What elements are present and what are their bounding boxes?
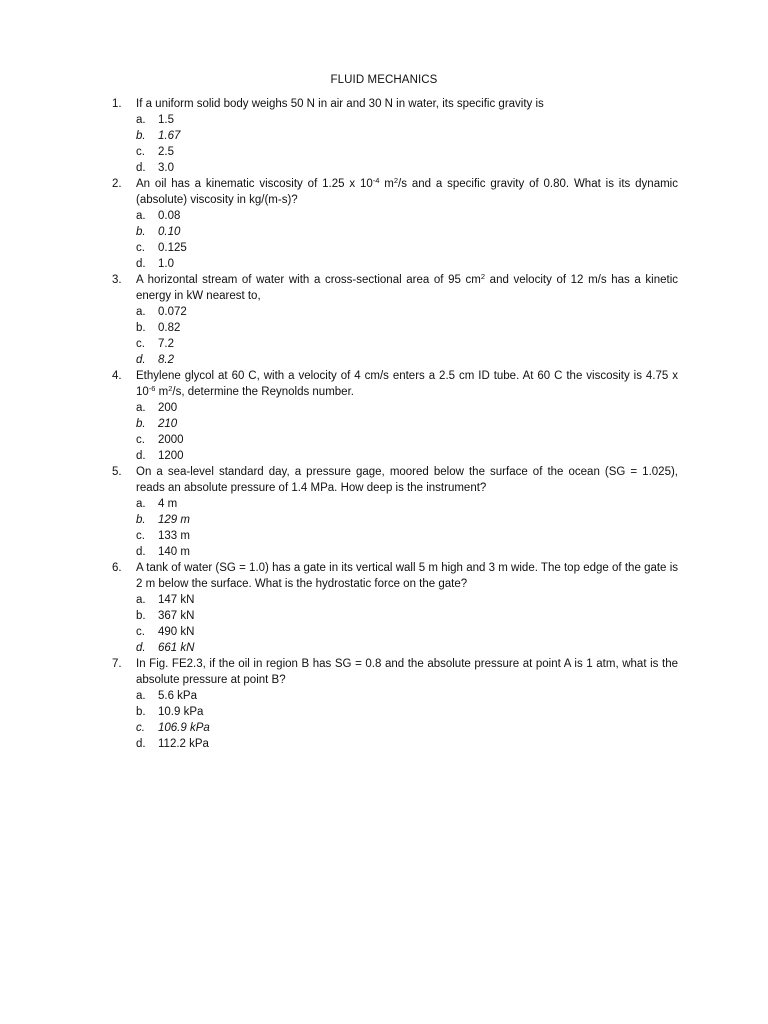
option-letter: a. [136,306,146,318]
option [136,256,678,272]
question-text-segment: In Fig. FE2.3, if the oil in region B has SG = 0.8 and the absolute pressure at point A is 1 atm, what is the absolute pressure at point B? [136,658,678,686]
question-number: 5. [112,466,122,478]
option-letter: a. [136,690,146,702]
option-value: 200 [158,402,178,414]
option-letter: a. [136,402,146,414]
option-list [136,688,678,752]
option-value: 1.5 [158,114,174,126]
option-letter: b. [136,418,146,430]
option-list [136,304,678,368]
option-letter: d. [136,354,146,366]
option-letter: d. [136,258,146,270]
question-text [136,176,678,208]
question-text-segment: A horizontal stream of water with a cross-sectional area of 95 cm [136,274,481,286]
option-letter: b. [136,322,146,334]
option-value: 0.072 [158,306,187,318]
option-list [136,112,678,176]
question-item [112,464,678,560]
option-value: 490 kN [158,626,195,638]
question-text-segment: and velocity of 12 m/s has a kinetic energy in kW nearest to, [136,274,678,302]
option-value: 0.82 [158,322,181,334]
option-list [136,592,678,656]
option [136,608,678,624]
option-letter: d. [136,642,146,654]
option-value: 367 kN [158,610,195,622]
option [136,432,678,448]
option-letter: a. [136,114,146,126]
option [136,320,678,336]
option-value: 2.5 [158,146,174,158]
option-value: 1200 [158,450,184,462]
answer-option [136,224,678,240]
option-letter: c. [136,338,145,350]
option-value: 3.0 [158,162,174,174]
answer-option [136,640,678,656]
question-superscript: 2 [480,272,486,281]
option-value: 0.125 [158,242,187,254]
question-text-segment: A tank of water (SG = 1.0) has a gate in its vertical wall 5 m high and 3 m wide. The top edge of the gate is 2 m below the surface. What is the hydrostatic force on the gate? [136,562,678,590]
question-text [136,656,678,688]
question-text-segment: On a sea-level standard day, a pressure gage, moored below the surface of the ocean (SG = 1.025), reads an absolute pressure of 1.4 MPa. How deep is the instrument? [136,466,678,494]
question-item [112,272,678,368]
question-item [112,656,678,752]
option-list [136,208,678,272]
option [136,688,678,704]
option [136,496,678,512]
option-letter: b. [136,226,146,238]
answer-option [136,352,678,368]
option-value: 0.10 [158,226,181,238]
option-letter: a. [136,498,146,510]
option-value: 2000 [158,434,184,446]
option-letter: b. [136,706,146,718]
question-superscript: -4 [372,176,380,185]
question-text-segment: m [155,386,169,398]
question-text-segment: /s, determine the Reynolds number. [172,386,354,398]
answer-option [136,128,678,144]
option-value: 661 kN [158,642,195,654]
option-letter: d. [136,738,146,750]
question-superscript: 2 [393,176,399,185]
option-letter: c. [136,434,145,446]
option [136,240,678,256]
question-text-segment: Ethylene glycol at 60 C, with a velocity of 4 cm/s enters a 2.5 cm ID tube. At 60 C the viscosity is 4.75 x 10 [136,370,678,398]
option [136,736,678,752]
question-text [136,368,678,400]
option [136,160,678,176]
question-list [112,96,678,752]
question-number: 2. [112,178,122,190]
option [136,112,678,128]
answer-option [136,416,678,432]
option-letter: c. [136,626,145,638]
option-letter: c. [136,242,145,254]
question-item [112,368,678,464]
question-superscript: -6 [148,384,156,393]
option-list [136,496,678,560]
option [136,336,678,352]
option-value: 129 m [158,514,190,526]
option-letter: c. [136,146,145,158]
question-item [112,560,678,656]
answer-option [136,512,678,528]
question-number: 3. [112,274,122,286]
question-superscript: 2 [168,384,173,393]
question-text [136,272,678,304]
option-value: 140 m [158,546,190,558]
option [136,592,678,608]
question-item [112,96,678,176]
question-number: 6. [112,562,122,574]
question-text-segment: An oil has a kinematic viscosity of 1.25 x 10 [136,178,373,190]
option-letter: d. [136,546,146,558]
option-letter: b. [136,514,146,526]
option [136,528,678,544]
option-letter: d. [136,162,146,174]
question-item [112,176,678,272]
question-number: 4. [112,370,122,382]
option-letter: a. [136,210,146,222]
option-value: 210 [158,418,178,430]
option-letter: d. [136,450,146,462]
option-letter: b. [136,130,146,142]
question-text-segment: m [379,178,394,190]
option-value: 5.6 kPa [158,690,197,702]
option-letter: c. [136,722,145,734]
option-letter: b. [136,610,146,622]
option [136,544,678,560]
option-value: 8.2 [158,354,174,366]
question-number: 7. [112,658,122,670]
question-text-segment: /s and a specific gravity of 0.80. What is its dynamic (absolute) viscosity in kg/(m-s)? [136,178,678,206]
option-list [136,400,678,464]
option-value: 112.2 kPa [158,738,209,750]
option-value: 133 m [158,530,190,542]
question-text [136,560,678,592]
option [136,304,678,320]
option-value: 7.2 [158,338,174,350]
option-value: 106.9 kPa [158,722,210,734]
question-text [136,96,678,112]
option-value: 1.67 [158,130,181,142]
option-letter: c. [136,530,145,542]
question-number: 1. [112,98,122,110]
option-value: 4 m [158,498,178,510]
option [136,144,678,160]
document-title: FLUID MECHANICS [330,74,438,86]
option [136,208,678,224]
option [136,624,678,640]
option-value: 0.08 [158,210,181,222]
question-text [136,464,678,496]
option [136,704,678,720]
option-value: 1.0 [158,258,174,270]
option [136,400,678,416]
option [136,448,678,464]
option-value: 10.9 kPa [158,706,204,718]
answer-option [136,720,678,736]
question-text-segment: If a uniform solid body weighs 50 N in air and 30 N in water, its specific gravity is [136,98,544,110]
option-letter: a. [136,594,146,606]
option-value: 147 kN [158,594,195,606]
